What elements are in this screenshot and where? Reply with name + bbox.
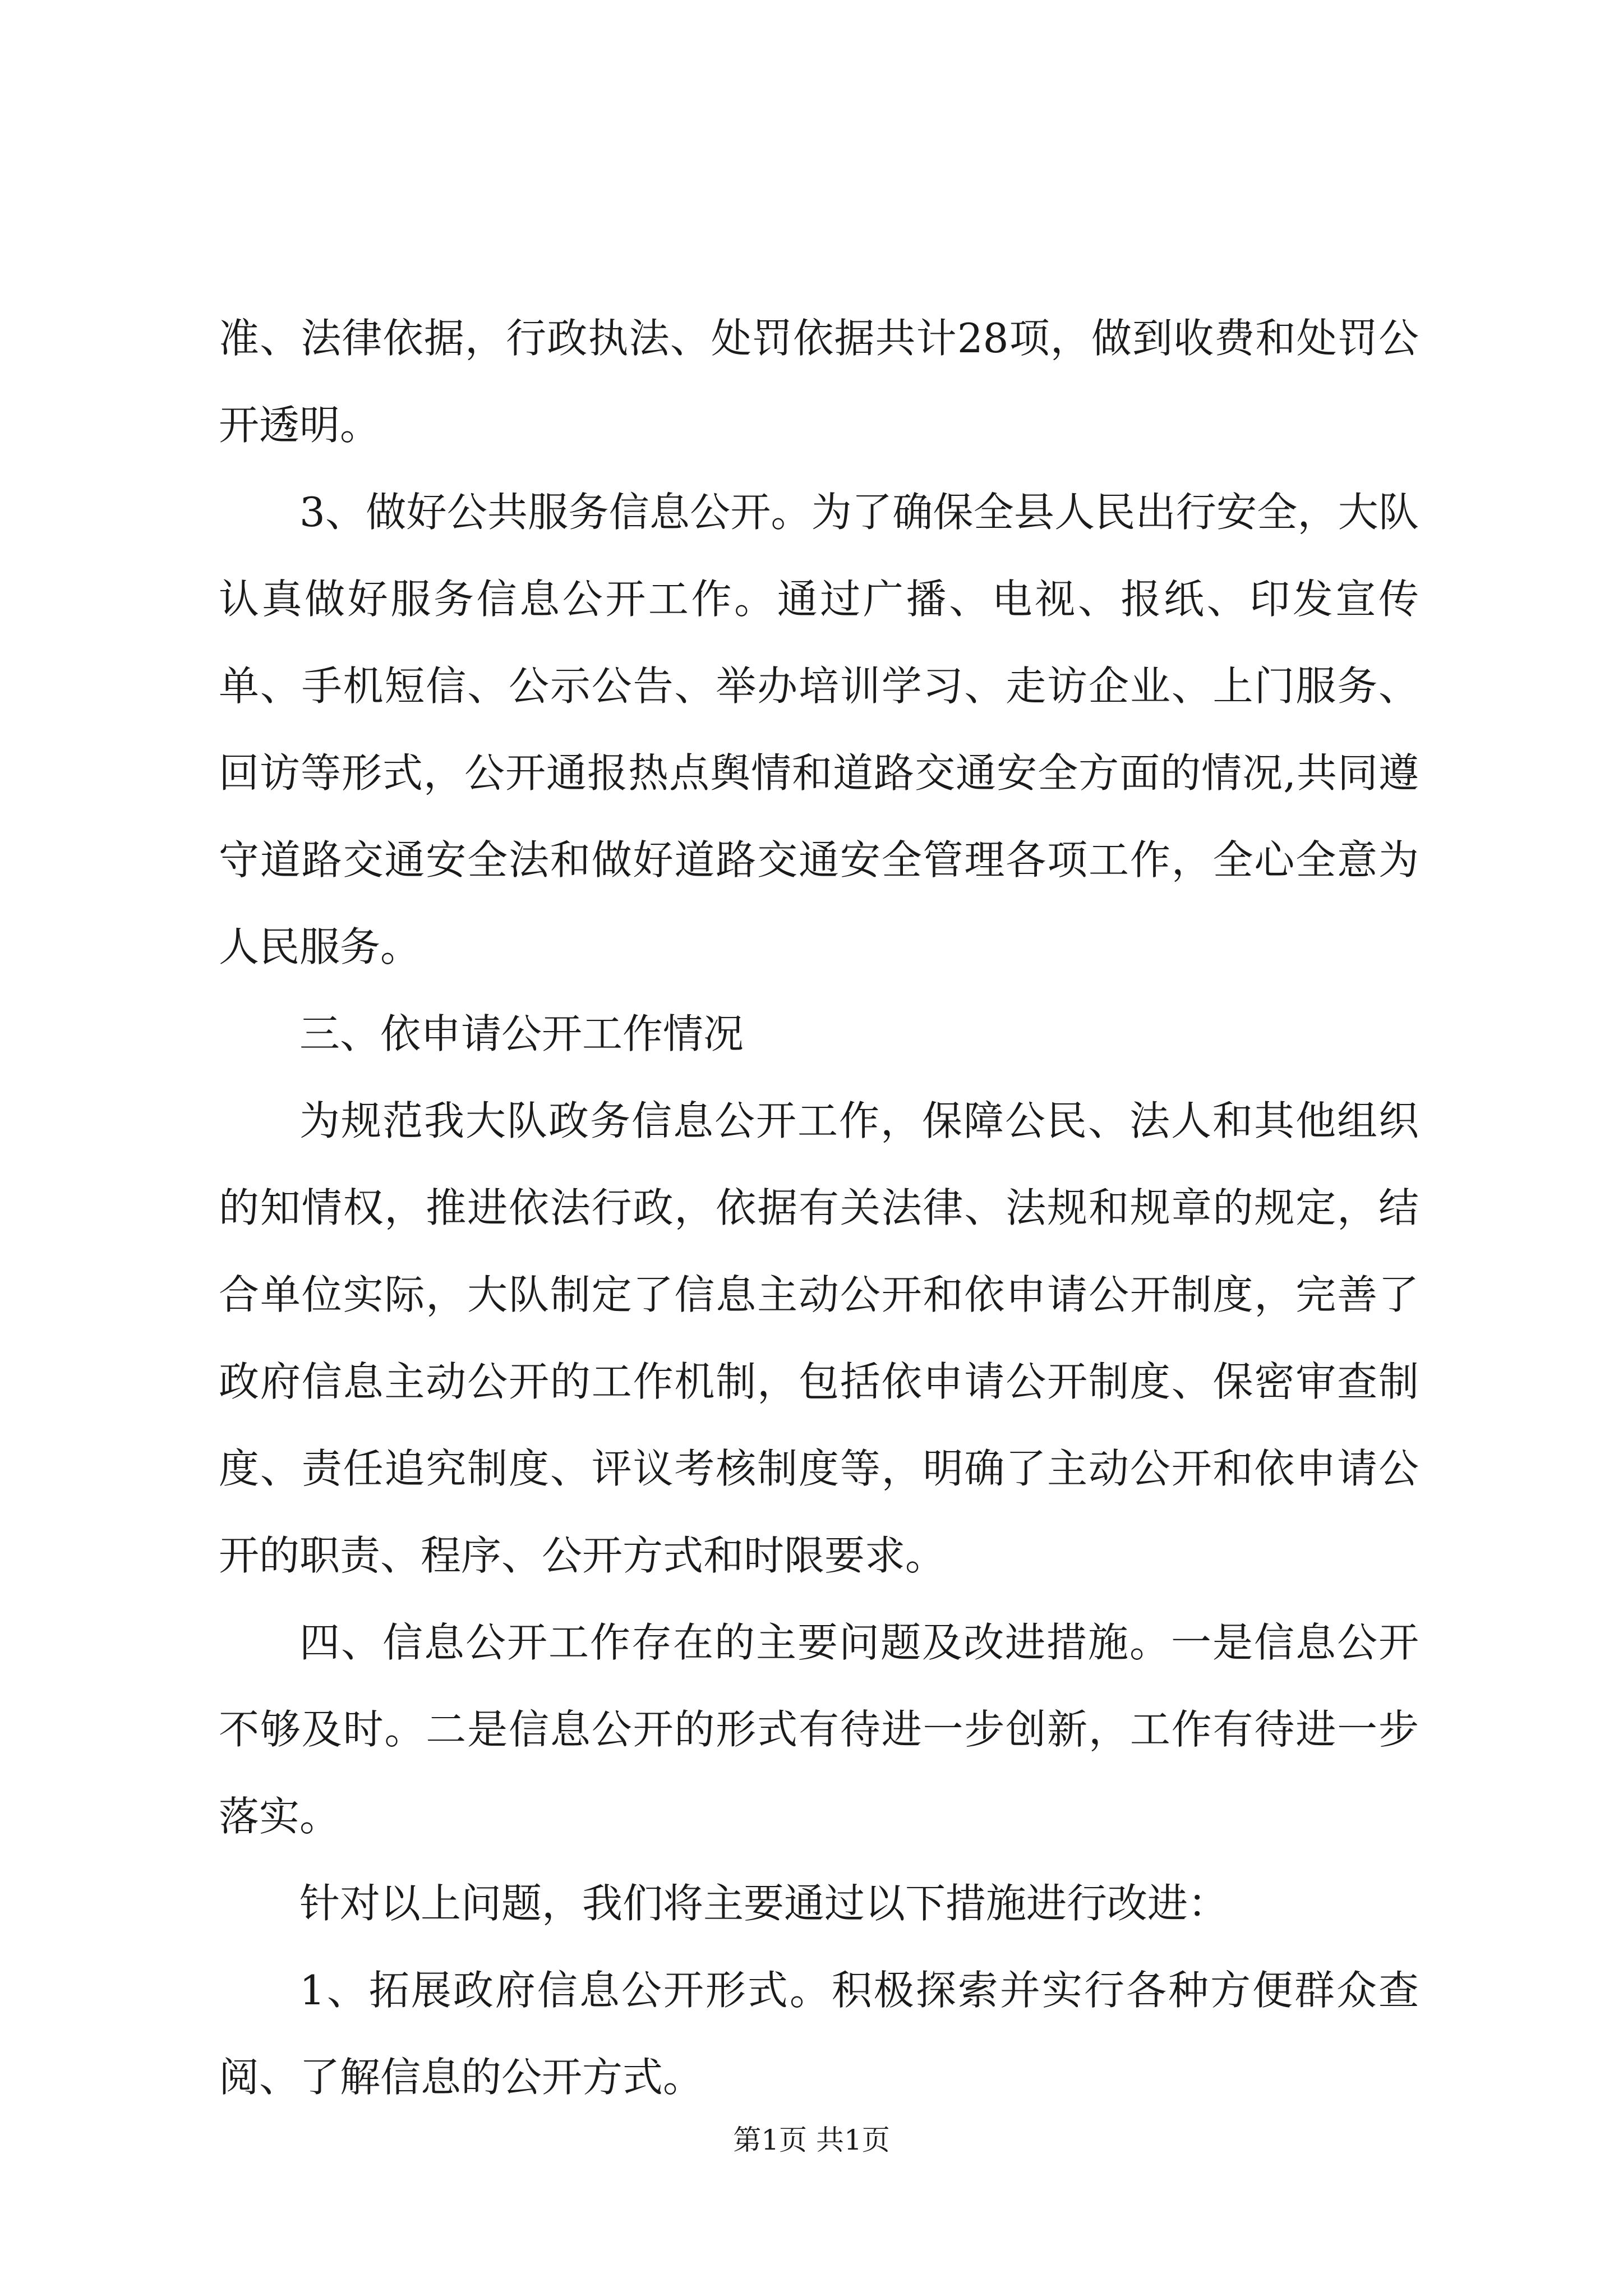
page-number-label: 第1页 共1页 [733, 2124, 890, 2156]
paragraph-2: 3、做好公共服务信息公开。为了确保全县人民出行安全，大队认真做好服务信息公开工作。通过广播、电视、报纸、印发宣传单、手机短信、公示公告、举办培训学习、走访企业、上门服务、回访等形式，公开通报热点舆情和道路交通安全方面的情况,共同遵守道路交通安全法和做好道路交通安全管理各项工作，全心全意为人民服务。 [219, 489, 1419, 970]
paragraph-4: 为规范我大队政务信息公开工作，保障公民、法人和其他组织的知情权，推进依法行政，依据有关法律、法规和规章的规定，结合单位实际，大队制定了信息主动公开和依申请公开制度，完善了政府信息主动公开的工作机制，包括依申请公开制度、保密审查制度、责任追究制度、评议考核制度等，明确了主动公开和依申请公开的职责、程序、公开方式和时限要求。 [219, 1097, 1419, 1579]
paragraph-7: 1、拓展政府信息公开形式。积极探索并实行各种方便群众查阅、了解信息的公开方式。 [219, 1967, 1419, 2101]
paragraph-5: 四、信息公开工作存在的主要问题及改进措施。一是信息公开不够及时。二是信息公开的形式有待进一步创新，工作有待进一步落实。 [219, 1619, 1419, 1840]
paragraph-1: 准、法律依据，行政执法、处罚依据共计28项，做到收费和处罚公开透明。 [219, 315, 1419, 449]
page-footer [0, 2120, 1623, 2160]
paragraph-6: 针对以上问题，我们将主要通过以下措施进行改进： [299, 1880, 1229, 1927]
section-heading-3: 三、依申请公开工作情况 [299, 1010, 744, 1057]
document-body [219, 295, 1419, 2121]
